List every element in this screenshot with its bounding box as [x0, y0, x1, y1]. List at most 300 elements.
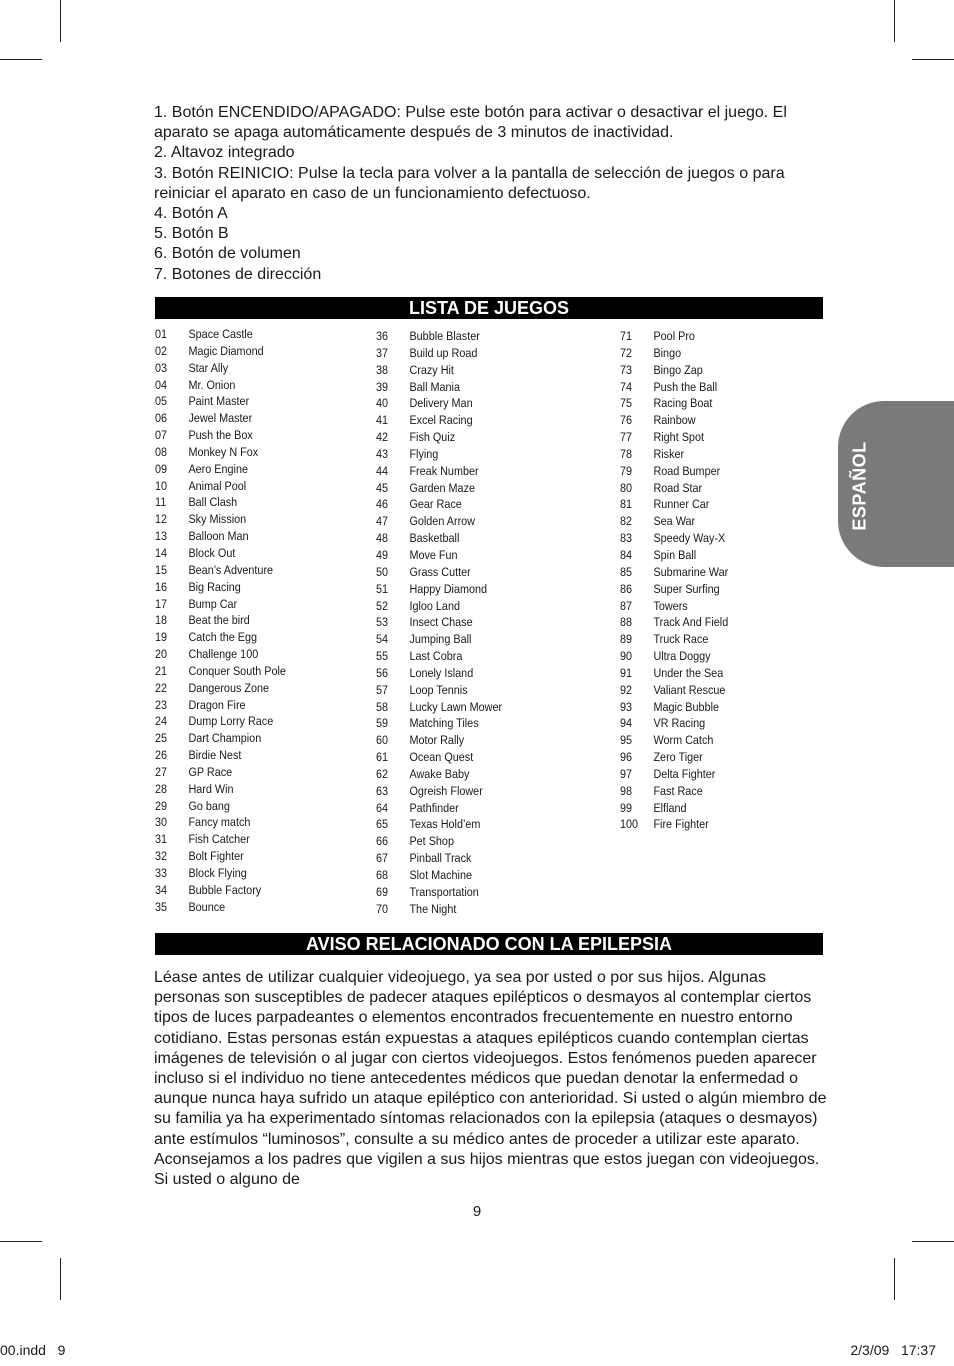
game-entry	[376, 850, 502, 867]
epilepsy-heading: AVISO RELACIONADO CON LA EPILEPSIA	[155, 933, 823, 955]
game-number: 12	[155, 512, 168, 527]
game-number: 62	[376, 766, 389, 781]
control-item: 1. Botón ENCENDIDO/APAGADO: Pulse este botón para activar o desactivar el juego. El aparato se apaga automáticamente después de 3 minutos de inactividad.	[154, 104, 787, 142]
game-entry	[620, 547, 728, 564]
game-title: Conquer South Pole	[188, 663, 286, 678]
game-entry	[155, 848, 286, 865]
game-entry	[376, 395, 502, 412]
game-entry	[376, 564, 502, 581]
game-number: 49	[376, 547, 389, 562]
game-title: Risker	[653, 446, 685, 461]
game-title: The Night	[409, 901, 457, 916]
game-title: Last Cobra	[409, 649, 463, 664]
game-title: Bump Car	[188, 596, 238, 611]
game-title: Delivery Man	[409, 396, 473, 411]
game-number: 06	[155, 411, 168, 426]
game-number: 99	[620, 800, 633, 815]
game-entry	[155, 511, 286, 528]
game-number: 47	[376, 514, 389, 529]
game-entry	[620, 345, 728, 362]
game-title: Big Racing	[188, 579, 241, 594]
game-title: Ocean Quest	[409, 750, 474, 765]
game-title: Push the Box	[188, 428, 253, 443]
crop-mark	[912, 59, 954, 60]
game-entry	[155, 814, 286, 831]
game-number: 34	[155, 882, 168, 897]
game-title: Ogreish Flower	[409, 783, 483, 798]
game-entry	[376, 682, 502, 699]
game-entry	[620, 581, 728, 598]
game-entry	[376, 463, 502, 480]
game-title: Space Castle	[188, 327, 253, 341]
game-number: 05	[155, 394, 168, 409]
game-title: Fish Catcher	[188, 832, 250, 847]
game-number: 82	[620, 514, 633, 529]
game-number: 93	[620, 699, 633, 714]
game-number: 43	[376, 446, 389, 461]
game-title: Worm Catch	[653, 733, 714, 748]
game-number: 60	[376, 733, 389, 748]
game-title: Block Out	[188, 545, 236, 560]
game-entry	[376, 648, 502, 665]
game-entry	[376, 598, 502, 615]
game-number: 74	[620, 379, 633, 394]
game-entry	[376, 665, 502, 682]
games-column-3	[620, 328, 728, 833]
game-number: 90	[620, 649, 633, 664]
game-entry	[376, 884, 502, 901]
game-entry	[376, 732, 502, 749]
game-title: Paint Master	[188, 394, 250, 409]
game-title: Awake Baby	[409, 766, 470, 781]
game-entry	[620, 783, 728, 800]
game-title: Freak Number	[409, 463, 479, 478]
game-number: 39	[376, 379, 389, 394]
game-title: Road Bumper	[653, 463, 721, 478]
game-title: Runner Car	[653, 497, 710, 512]
game-number: 18	[155, 613, 168, 628]
game-title: Texas Hold’em	[409, 817, 481, 832]
game-title: Speedy Way-X	[653, 531, 726, 546]
game-title: Under the Sea	[653, 665, 724, 680]
game-number: 17	[155, 596, 168, 611]
game-entry	[620, 648, 728, 665]
game-entry	[620, 496, 728, 513]
game-number: 51	[376, 581, 389, 596]
game-number: 26	[155, 748, 168, 763]
game-number: 53	[376, 615, 389, 630]
game-number: 23	[155, 697, 168, 712]
game-title: Ultra Doggy	[653, 649, 711, 664]
game-number: 58	[376, 699, 389, 714]
game-title: Happy Diamond	[409, 581, 488, 596]
game-entry	[376, 699, 502, 716]
game-number: 86	[620, 581, 633, 596]
game-entry	[376, 833, 502, 850]
game-title: Ball Mania	[409, 379, 460, 394]
game-number: 85	[620, 564, 633, 579]
game-entry	[155, 326, 286, 343]
game-entry	[155, 831, 286, 848]
control-item: 2. Altavoz integrado	[154, 144, 295, 162]
game-entry	[155, 343, 286, 360]
game-number: 28	[155, 781, 168, 796]
game-entry	[620, 631, 728, 648]
game-title: Grass Cutter	[409, 564, 471, 579]
game-entry	[376, 480, 502, 497]
game-title: Motor Rally	[409, 733, 465, 748]
game-number: 57	[376, 682, 389, 697]
game-title: Dump Lorry Race	[188, 714, 274, 729]
game-entry	[620, 800, 728, 817]
game-entry	[376, 715, 502, 732]
game-number: 25	[155, 731, 168, 746]
game-number: 72	[620, 345, 633, 360]
game-number: 35	[155, 899, 168, 914]
game-number: 21	[155, 663, 168, 678]
game-title: Star Ally	[188, 360, 229, 375]
game-number: 19	[155, 630, 168, 645]
game-number: 76	[620, 413, 633, 428]
game-title: Jumping Ball	[409, 632, 472, 647]
game-entry	[155, 663, 286, 680]
game-entry	[376, 547, 502, 564]
game-title: Flying	[409, 446, 439, 461]
game-number: 54	[376, 632, 389, 647]
crop-mark	[0, 1241, 42, 1242]
game-entry	[620, 463, 728, 480]
game-title: Catch the Egg	[188, 630, 258, 645]
game-entry	[155, 697, 286, 714]
game-title: Loop Tennis	[409, 682, 468, 697]
epilepsy-warning-text: Léase antes de utilizar cualquier videojuego, ya sea por usted o por sus hijos. Algunas personas son susceptibles de padecer ataques epilépticos o desmayos al contemplar ciertos tipos de luces parpadeantes o elementos encontrados frecuentemente en nuestro entorno cotidiano. Estas personas están expuestas a ataques epilépticos cuando contemplan ciertas imágenes de televisión o al jugar con ciertos videojuegos. Estos fenómenos pueden aparecer incluso si el individuo no tiene antecedentes médicos que puedan denotar la enfermedad o aunque nunca haya sufrido un ataque epiléptico con anterioridad. Si usted o algún miembro de su familia ya ha experimentado síntomas relacionados con la epilepsia (ataques o desmayos) ante estímulos “luminosos”, consulte a su médico antes de proceder a utilizar este aparato. Aconsejamos a los padres que vigilen a sus hijos mientras que estos juegan con videojuegos. Si usted o alguno de	[154, 969, 827, 1189]
game-title: Rainbow	[653, 413, 696, 428]
game-number: 10	[155, 478, 168, 493]
game-title: Move Fun	[409, 547, 458, 562]
game-number: 48	[376, 531, 389, 546]
game-title: Pet Shop	[409, 834, 454, 849]
game-entry	[155, 478, 286, 495]
game-title: Balloon Man	[188, 529, 249, 544]
game-title: Super Surfing	[653, 581, 720, 596]
crop-mark	[894, 0, 895, 42]
game-entry	[376, 800, 502, 817]
game-number: 98	[620, 783, 633, 798]
game-number: 09	[155, 461, 168, 476]
game-entry	[155, 461, 286, 478]
game-entry	[620, 429, 728, 446]
game-entry	[376, 429, 502, 446]
game-title: Bubble Blaster	[409, 329, 480, 343]
game-number: 73	[620, 362, 633, 377]
game-title: Hard Win	[188, 781, 234, 796]
game-title: Racing Boat	[653, 396, 713, 411]
game-title: Block Flying	[188, 866, 247, 880]
game-number: 13	[155, 529, 168, 544]
game-entry	[620, 379, 728, 396]
game-title: Submarine War	[653, 564, 729, 579]
control-item: 4. Botón A	[154, 205, 228, 223]
game-title: Dart Champion	[188, 731, 262, 746]
game-number: 36	[376, 329, 389, 343]
crop-mark	[60, 0, 61, 42]
game-number: 46	[376, 497, 389, 512]
game-number: 89	[620, 632, 633, 647]
game-number: 02	[155, 343, 168, 358]
game-title: Magic Bubble	[653, 699, 720, 714]
game-title: Challenge 100	[188, 647, 259, 662]
game-entry	[155, 646, 286, 663]
game-entry	[620, 362, 728, 379]
game-number: 92	[620, 682, 633, 697]
game-entry	[376, 783, 502, 800]
games-column-1	[155, 326, 286, 916]
game-entry	[155, 410, 286, 427]
game-entry	[376, 816, 502, 833]
game-number: 87	[620, 598, 633, 613]
game-title: Birdie Nest	[188, 748, 242, 763]
game-title: Ball Clash	[188, 495, 238, 510]
game-entry	[155, 680, 286, 697]
page-number: 9	[472, 1203, 482, 1220]
language-tab-label: ESPAÑOL	[849, 441, 870, 531]
game-entry	[155, 562, 286, 579]
game-title: Bubble Factory	[188, 882, 262, 897]
game-entry	[376, 867, 502, 884]
game-title: VR Racing	[653, 716, 706, 731]
game-entry	[155, 579, 286, 596]
game-entry	[620, 564, 728, 581]
game-title: Fast Race	[653, 783, 703, 798]
game-title: Truck Race	[653, 632, 709, 647]
game-number: 20	[155, 647, 168, 662]
game-title: Jewel Master	[188, 411, 253, 426]
game-title: Golden Arrow	[409, 514, 476, 529]
game-number: 22	[155, 680, 168, 695]
game-entry	[620, 412, 728, 429]
game-entry	[155, 494, 286, 511]
game-number: 44	[376, 463, 389, 478]
games-column-2	[376, 328, 502, 918]
game-title: Animal Pool	[188, 478, 247, 493]
game-title: Monkey N Fox	[188, 444, 259, 459]
game-number: 03	[155, 360, 168, 375]
game-entry	[620, 480, 728, 497]
crop-mark	[0, 59, 42, 60]
game-entry	[620, 715, 728, 732]
game-number: 24	[155, 714, 168, 729]
game-entry	[155, 444, 286, 461]
game-number: 61	[376, 750, 389, 765]
game-entry	[376, 412, 502, 429]
game-entry	[155, 798, 286, 815]
game-title: Dangerous Zone	[188, 680, 270, 695]
game-number: 88	[620, 615, 633, 630]
game-number: 50	[376, 564, 389, 579]
game-number: 96	[620, 750, 633, 765]
game-entry	[376, 496, 502, 513]
game-title: Lucky Lawn Mower	[409, 699, 503, 714]
game-entry	[155, 781, 286, 798]
game-number: 04	[155, 377, 168, 392]
game-entry	[155, 545, 286, 562]
game-entry	[376, 345, 502, 362]
game-number: 77	[620, 430, 633, 445]
game-number: 42	[376, 430, 389, 445]
game-title: Sky Mission	[188, 512, 247, 527]
game-title: Elfland	[653, 800, 687, 815]
game-entry	[376, 362, 502, 379]
game-title: Bingo Zap	[653, 362, 703, 377]
footer-file-label: 00.indd 9	[0, 1342, 66, 1358]
game-title: Bean’s Adventure	[188, 562, 274, 577]
game-number: 78	[620, 446, 633, 461]
game-number: 01	[155, 327, 168, 341]
game-entry	[155, 730, 286, 747]
game-entry	[620, 446, 728, 463]
game-title: Right Spot	[653, 430, 704, 445]
game-entry	[155, 393, 286, 410]
game-number: 70	[376, 901, 389, 916]
game-number: 41	[376, 413, 389, 428]
game-number: 40	[376, 396, 389, 411]
game-number: 94	[620, 716, 633, 731]
game-number: 67	[376, 851, 389, 866]
game-entry	[155, 899, 286, 916]
game-number: 52	[376, 598, 389, 613]
game-number: 55	[376, 649, 389, 664]
game-number: 95	[620, 733, 633, 748]
game-title: Go bang	[188, 798, 230, 813]
game-title: Transportation	[409, 884, 479, 899]
game-number: 91	[620, 665, 633, 680]
game-entry	[376, 328, 502, 345]
game-entry	[376, 581, 502, 598]
game-entry	[620, 395, 728, 412]
game-entry	[155, 713, 286, 730]
game-entry	[620, 682, 728, 699]
game-number: 45	[376, 480, 389, 495]
game-title: Fish Quiz	[409, 430, 456, 445]
crop-mark	[912, 1241, 954, 1242]
game-number: 16	[155, 579, 168, 594]
game-title: Pool Pro	[653, 329, 695, 343]
game-title: Lonely Island	[409, 665, 474, 680]
game-number: 75	[620, 396, 633, 411]
game-entry	[376, 513, 502, 530]
game-entry	[620, 614, 728, 631]
game-entry	[155, 747, 286, 764]
game-number: 11	[155, 495, 167, 510]
game-title: Matching Tiles	[409, 716, 479, 731]
game-entry	[376, 446, 502, 463]
game-title: Sea War	[653, 514, 696, 529]
game-number: 29	[155, 798, 168, 813]
game-title: GP Race	[188, 764, 233, 779]
controls-list	[154, 103, 826, 285]
game-number: 68	[376, 868, 389, 882]
game-title: Pathfinder	[409, 800, 459, 815]
game-entry	[376, 749, 502, 766]
game-number: 31	[155, 832, 168, 847]
game-title: Fire Fighter	[653, 817, 709, 832]
crop-mark	[894, 1258, 895, 1300]
game-entry	[155, 377, 286, 394]
game-title: Zero Tiger	[653, 750, 703, 765]
game-title: Build up Road	[409, 345, 478, 360]
control-item: 6. Botón de volumen	[154, 245, 301, 263]
game-title: Dragon Fire	[188, 697, 246, 712]
game-number: 37	[376, 345, 389, 360]
game-title: Spin Ball	[653, 547, 697, 562]
game-entry	[155, 882, 286, 899]
game-title: Beat the bird	[188, 613, 250, 628]
crop-mark	[60, 1258, 61, 1300]
game-entry	[376, 379, 502, 396]
control-item: 3. Botón REINICIO: Pulse la tecla para volver a la pantalla de selección de juegos o para reiniciar el aparato en caso de un funcionamiento defectuoso.	[154, 164, 785, 202]
game-title: Fancy match	[188, 815, 251, 830]
game-number: 15	[155, 562, 168, 577]
game-entry	[155, 764, 286, 781]
game-entry	[376, 530, 502, 547]
game-number: 81	[620, 497, 633, 512]
game-title: Bingo	[653, 345, 682, 360]
game-title: Bounce	[188, 899, 226, 914]
game-entry	[376, 901, 502, 918]
game-entry	[155, 612, 286, 629]
game-title: Aero Engine	[188, 461, 249, 476]
game-entry	[620, 816, 728, 833]
game-number: 63	[376, 783, 389, 798]
game-number: 65	[376, 817, 389, 832]
game-title: Pinball Track	[409, 851, 472, 866]
game-title: Push the Ball	[653, 379, 718, 394]
game-title: Excel Racing	[409, 413, 473, 428]
game-entry	[620, 766, 728, 783]
game-entry	[620, 732, 728, 749]
game-number: 38	[376, 362, 389, 377]
game-number: 08	[155, 444, 168, 459]
game-title: Crazy Hit	[409, 362, 454, 377]
games-heading: LISTA DE JUEGOS	[155, 297, 823, 319]
game-entry	[620, 699, 728, 716]
footer-timestamp: 2/3/09 17:37	[850, 1342, 936, 1358]
game-entry	[155, 427, 286, 444]
game-number: 66	[376, 834, 389, 849]
game-title: Garden Maze	[409, 480, 476, 495]
game-entry	[155, 528, 286, 545]
game-entry	[620, 665, 728, 682]
game-entry	[376, 631, 502, 648]
game-number: 56	[376, 665, 389, 680]
control-item: 5. Botón B	[154, 225, 229, 243]
game-entry	[620, 530, 728, 547]
game-entry	[155, 596, 286, 613]
game-number: 32	[155, 849, 168, 864]
game-number: 100	[620, 817, 639, 832]
control-item: 7. Botones de dirección	[154, 265, 322, 283]
game-number: 14	[155, 545, 168, 560]
game-title: Bolt Fighter	[188, 849, 244, 864]
game-title: Gear Race	[409, 497, 462, 512]
game-title: Slot Machine	[409, 868, 473, 882]
game-entry	[376, 614, 502, 631]
game-number: 80	[620, 480, 633, 495]
game-title: Basketball	[409, 531, 460, 546]
game-number: 64	[376, 800, 389, 815]
game-number: 97	[620, 766, 633, 781]
game-entry	[620, 328, 728, 345]
